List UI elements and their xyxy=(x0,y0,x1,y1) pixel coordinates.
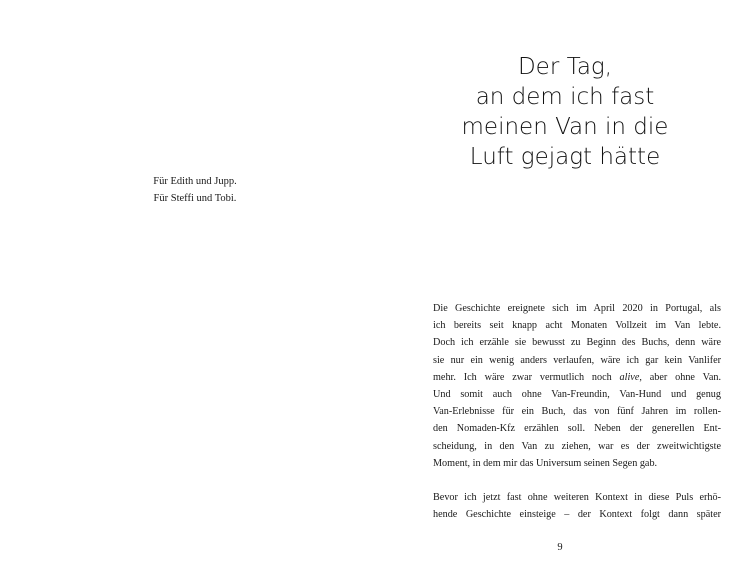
text-line: scheidung, in den Van zu ziehen, war es der zweitwichtigste xyxy=(433,440,721,452)
dedication xyxy=(95,173,295,207)
text-line: Van-Erlebnisse für ein Buch, das von fünf Jahren im rollen- xyxy=(433,406,721,418)
text-line: ich bereits seit knapp acht Monaten Vollzeit im Van lebte. xyxy=(433,320,721,332)
text-line: Bevor ich jetzt fast ohne weiteren Kontext in diese Puls erhö- xyxy=(433,492,721,504)
emphasis-word: alive xyxy=(619,371,640,383)
text-line: den Nomaden-Kfz erzählen soll. Neben der generellen Ent- xyxy=(433,423,721,435)
text-line-with-emphasis xyxy=(433,369,721,386)
text-line: Und somit auch ohne Van-Freundin, Van-Hund und genug xyxy=(433,388,721,400)
chapter-title-line: an dem ich fast xyxy=(475,84,655,110)
chapter-title xyxy=(430,52,700,172)
text-line: sie nur ein wenig anders verlaufen, wäre ich gar kein Vanlifer xyxy=(433,354,721,366)
right-page xyxy=(375,0,750,584)
paragraph xyxy=(433,300,721,472)
text-line: Doch ich erzähle sie bewusst zu Beginn des Buchs, denn wäre xyxy=(433,337,721,349)
chapter-title-line: Der Tag, xyxy=(517,54,613,80)
text-line: hende Geschichte einsteige – der Kontext folgt dann später xyxy=(433,509,721,521)
chapter-title-line: Luft gejagt hätte xyxy=(469,144,661,170)
text-segment: mehr. Ich wäre zwar vermutlich noch xyxy=(433,371,620,383)
text-segment: , aber ohne Van. xyxy=(639,371,721,383)
page-number: 9 xyxy=(557,542,563,553)
dedication-line: Für Steffi und Tobi. xyxy=(153,193,237,204)
chapter-title-line: meinen Van in die xyxy=(461,114,669,140)
body-text xyxy=(433,300,721,523)
text-line: Moment, in dem mir das Universum seinen Segen gab. xyxy=(433,457,658,469)
dedication-line: Für Edith und Jupp. xyxy=(153,176,237,187)
text-line: Die Geschichte ereignete sich im April 2020 in Portugal, als xyxy=(433,303,721,314)
paragraph xyxy=(433,489,721,523)
